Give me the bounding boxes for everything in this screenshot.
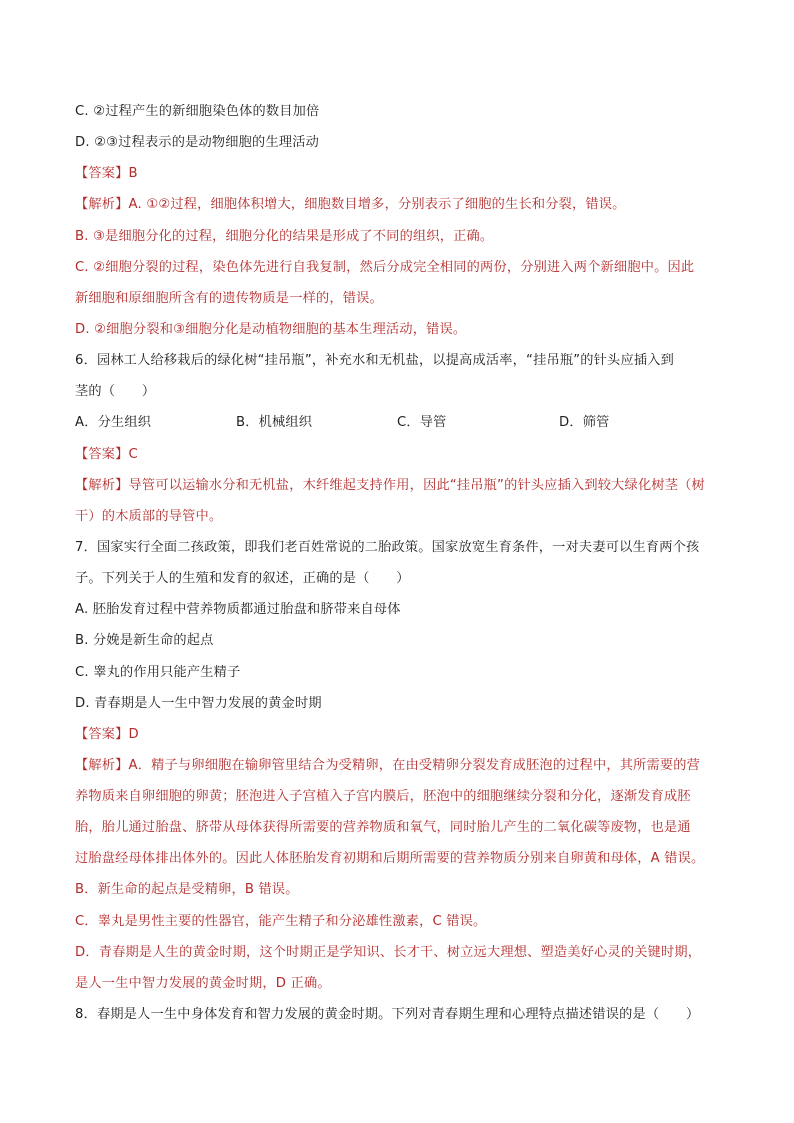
analysis-line: C. ②细胞分裂的过程，染色体先进行自我复制，然后分成完全相同的两份，分别进入两个新细胞中。因此 [75,260,695,275]
option-a-text: A. 胚胎发育过程中营养物质都通过胎盘和脐带来自母体 [75,602,401,617]
option-c: C．导管 [397,415,447,430]
option-d-text: D. ②③过程表示的是动物细胞的生理活动 [75,135,319,150]
analysis-line: 【解析】导管可以运输水分和无机盐，木纤维起支持作用，因此“挂吊瓶”的针头应插入到较大绿化树茎（树 [75,478,705,493]
answer-label: 【答案】D [75,727,139,742]
analysis-line: B. ③是细胞分化的过程，细胞分化的结果是形成了不同的组织，正确。 [75,229,494,244]
option-c-text: C. 睾丸的作用只能产生精子 [75,665,241,680]
analysis-line: 【解析】A. ①②过程，细胞体积增大，细胞数目增多，分别表示了细胞的生长和分裂，错误。 [75,197,626,212]
option-b-text: B. 分娩是新生命的起点 [75,633,214,648]
analysis-line: C．睾丸是男性主要的性器官，能产生精子和分泌雄性激素，C 错误。 [75,914,487,929]
analysis-line: 过胎盘经母体排出体外的。因此人体胚胎发育初期和后期所需要的营养物质分别来自卵黄和母体，A 错误。 [75,851,705,866]
option-d: D．筛管 [559,415,610,430]
question-7-text-cont: 子。下列关于人的生殖和发育的叙述，正确的是（ ） [75,571,410,586]
analysis-line: B．新生命的起点是受精卵，B 错误。 [75,882,299,897]
question-6-text-cont: 茎的（ ） [75,384,156,399]
option-a: A．分生组织 [75,415,152,430]
question-6-text: 6．园林工人给移栽后的绿化树“挂吊瓶”，补充水和无机盐，以提高成活率，“挂吊瓶”的针头应插入到 [75,353,674,368]
option-b: B．机械组织 [236,415,313,430]
question-7-text: 7．国家实行全面二孩政策，即我们老百姓常说的二胎政策。国家放宽生育条件，一对夫妻可以生育两个孩 [75,540,700,555]
analysis-line: 干）的木质部的导管中。 [75,509,223,524]
option-d-text: D. 青春期是人一生中智力发展的黄金时期 [75,696,322,711]
analysis-line: 养物质来自卵细胞的卵黄；胚泡进入子宫植入子宫内膜后，胚泡中的细胞继续分裂和分化，逐渐发育成胚 [75,789,691,804]
analysis-line: 新细胞和原细胞所含有的遗传物质是一样的，错误。 [75,291,383,306]
analysis-line: D．青春期是人生的黄金时期，这个时期正是学知识、长才干、树立远大理想、塑造美好心灵的关键时期， [75,945,702,960]
answer-label: 【答案】C [75,447,138,462]
analysis-line: 是人一生中智力发展的黄金时期，D 正确。 [75,976,331,991]
question-8-text: 8．春期是人一生中身体发育和智力发展的黄金时期。下列对青春期生理和心理特点描述错误的是（ ） [75,1007,700,1022]
option-c-text: C. ②过程产生的新细胞染色体的数目加倍 [75,104,320,119]
analysis-line: 胎，胎儿通过胎盘、脐带从母体获得所需要的营养物质和氧气，同时胎儿产生的二氧化碳等废物，也是通 [75,820,691,835]
analysis-line: D. ②细胞分裂和③细胞分化是动植物细胞的基本生理活动，错误。 [75,322,467,337]
answer-label: 【答案】B [75,166,138,181]
analysis-line: 【解析】A．精子与卵细胞在输卵管里结合为受精卵，在由受精卵分裂发育成胚泡的过程中，其所需要的营 [75,758,701,773]
